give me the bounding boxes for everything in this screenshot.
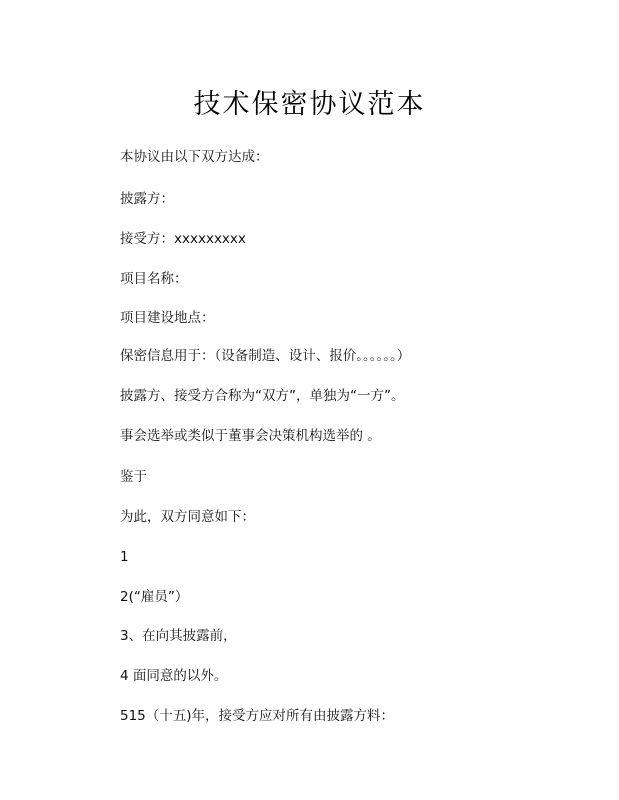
paragraph: 1 (120, 549, 129, 565)
paragraph: 2(“雇员”） (120, 589, 189, 605)
paragraph: 项目名称： (120, 271, 188, 287)
paragraph: 事会选举或类似于董事会决策机构选举的 。 (120, 428, 381, 444)
paragraph: 4 面同意的以外。 (120, 668, 228, 684)
paragraph: 披露方： (120, 191, 174, 207)
paragraph: 为此，双方同意如下： (120, 509, 255, 525)
paragraph: 本协议由以下双方达成： (120, 149, 269, 165)
paragraph: 项目建设地点： (120, 310, 215, 326)
paragraph: 披露方、接受方合称为“双方”，单独为“一方”。 (120, 388, 405, 404)
paragraph: 515（十五)年，接受方应对所有由披露方料： (120, 708, 395, 724)
paragraph: 保密信息用于：（设备制造、设计、报价。。。。。。） (120, 348, 411, 364)
paragraph: 接受方：xxxxxxxxx (120, 231, 246, 247)
paragraph: 3、在向其披露前， (120, 628, 237, 644)
document-title: 技术保密协议范本 (193, 89, 426, 120)
paragraph: 鉴于 (120, 469, 147, 485)
